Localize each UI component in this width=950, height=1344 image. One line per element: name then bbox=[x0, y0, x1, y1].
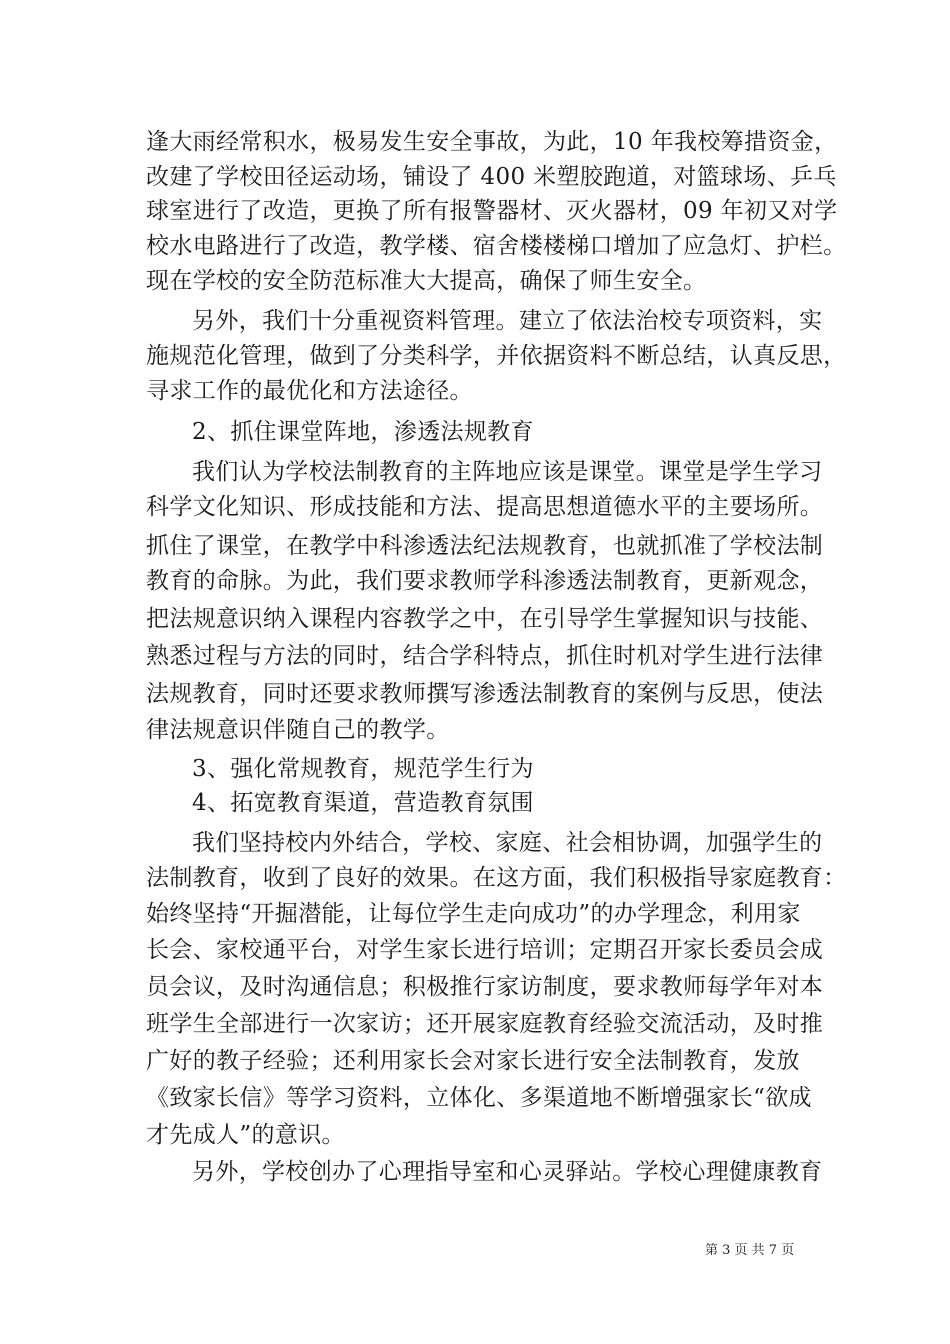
paragraph-first-line: 我们认为学校法制教育的主阵地应该是课堂。课堂是学生学习 bbox=[192, 459, 823, 485]
paragraph-first-line: 另外，学校创办了心理指导室和心灵驿站。学校心理健康教育 bbox=[192, 1159, 823, 1185]
text-line: 员会议，及时沟通信息；积极推行家访制度，要求教师每学年对本 bbox=[146, 974, 824, 1000]
text-line: 律法规意识伴随自己的教学。 bbox=[146, 717, 450, 743]
text-line: 改建了学校田径运动场，铺设了 400 米塑胶跑道，对篮球场、乒乓 bbox=[146, 164, 837, 190]
text-line: 抓住了课堂，在教学中科渗透法纪法规教育，也就抓准了学校法制 bbox=[146, 533, 824, 559]
text-line: 寻求工作的最优化和方法途径。 bbox=[146, 378, 473, 404]
text-line: 长会、家校通平台，对学生家长进行培训；定期召开家长委员会成 bbox=[146, 937, 824, 963]
text-line: 班学生全部进行一次家访；还开展家庭教育经验交流活动，及时推 bbox=[146, 1011, 824, 1037]
text-line: 教育的命脉。为此，我们要求教师学科渗透法制教育，更新观念， bbox=[146, 568, 824, 594]
text-line: 球室进行了改造，更换了所有报警器材、灭火器材，09 年初又对学 bbox=[146, 198, 838, 224]
text-line: 校水电路进行了改造，教学楼、宿舍楼楼梯口增加了应急灯、护栏。 bbox=[146, 233, 847, 259]
text-line: 现在学校的安全防范标准大大提高，确保了师生安全。 bbox=[146, 268, 707, 294]
text-line: 《致家长信》等学习资料，立体化、多渠道地不断增强家长“欲成 bbox=[146, 1085, 812, 1111]
text-line: 科学文化知识、形成技能和方法、提高思想道德水平的主要场所。 bbox=[146, 494, 824, 520]
text-line: 施规范化管理，做到了分类科学，并依据资料不断总结，认真反思， bbox=[146, 343, 847, 369]
text-line: 法规教育，同时还要求教师撰写渗透法制教育的案例与反思，使法 bbox=[146, 681, 824, 707]
text-line: 始终坚持“开掘潜能，让每位学生走向成功”的办学理念，利用家 bbox=[146, 901, 801, 927]
text-line: 才先成人”的意识。 bbox=[146, 1122, 345, 1148]
section-heading: 3、强化常规教育，规范学生行为 bbox=[192, 756, 534, 782]
paragraph-first-line: 另外，我们十分重视资料管理。建立了依法治校专项资料，实 bbox=[192, 308, 823, 334]
page-number: 第 3 页 共 7 页 bbox=[705, 1243, 795, 1258]
section-heading: 2、抓住课堂阵地，渗透法规教育 bbox=[192, 419, 534, 445]
text-line: 逢大雨经常积水，极易发生安全事故，为此，10 年我校筹措资金， bbox=[146, 129, 838, 155]
text-line: 法制教育，收到了良好的效果。在这方面，我们积极指导家庭教育： bbox=[146, 865, 847, 891]
text-line: 熟悉过程与方法的同时，结合学科特点，抓住时机对学生进行法律 bbox=[146, 643, 824, 669]
paragraph-first-line: 我们坚持校内外结合，学校、家庭、社会相协调，加强学生的 bbox=[192, 830, 823, 856]
text-line: 把法规意识纳入课程内容教学之中，在引导学生掌握知识与技能、 bbox=[146, 606, 824, 632]
section-heading: 4、拓宽教育渠道，营造教育氛围 bbox=[192, 790, 534, 816]
text-line: 广好的教子经验；还利用家长会对家长进行安全法制教育，发放 bbox=[146, 1048, 800, 1074]
